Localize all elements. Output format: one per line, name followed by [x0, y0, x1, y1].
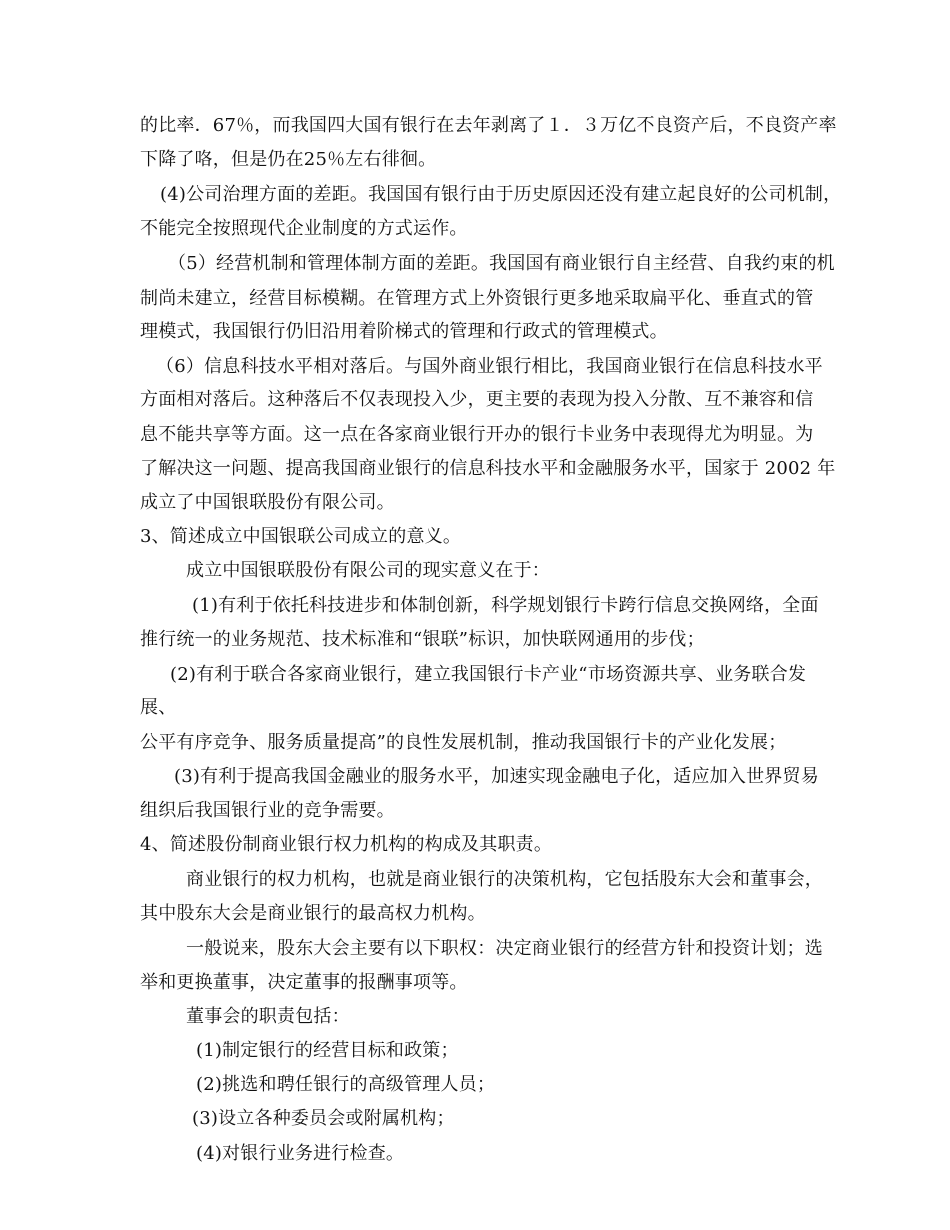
text-line: (2)有利于联合各家商业银行，建立我国银行卡产业“市场资源共享、业务联合发: [170, 664, 807, 685]
list-item: (3)设立各种委员会或附属机构；: [192, 1108, 455, 1129]
text-line: 展、: [140, 697, 177, 718]
text-line: 组织后我国银行业的竞争需要。: [140, 800, 395, 821]
text-line: 推行统一的业务规范、技术标准和“银联”标识，加快联网通用的步伐；: [140, 629, 705, 650]
list-item: (1)制定银行的经营目标和政策；: [196, 1040, 459, 1061]
text-line: 一般说来，股东大会主要有以下职权：决定商业银行的经营方针和投资计划；选: [186, 938, 823, 959]
text-line: 制尚未建立，经营目标模糊。在管理方式上外资银行更多地采取扁平化、垂直式的管: [140, 288, 814, 309]
section-heading: 3、简述成立中国银联公司成立的意义。: [140, 526, 462, 547]
text-line: 方面相对落后。这种落后不仅表现投入少，更主要的表现为投入分散、互不兼容和信: [140, 389, 814, 410]
text-line: 不能完全按照现代企业制度的方式运作。: [140, 218, 468, 239]
text-line: 其中股东大会是商业银行的最高权力机构。: [140, 903, 486, 924]
list-item: (4)对银行业务进行检查。: [196, 1143, 405, 1164]
text-line: (3)有利于提高我国金融业的服务水平，加速实现金融电子化，适应加入世界贸易: [174, 766, 819, 787]
text-line: 的比率．67％，而我国四大国有银行在去年剥离了１．３万亿不良资产后，不良资产率: [140, 115, 837, 136]
text-line: 举和更换董事，决定董事的报酬事项等。: [140, 972, 468, 993]
text-line: （6）信息科技水平相对落后。与国外商业银行相比，我国商业银行在信息科技水平: [156, 356, 823, 377]
text-line: 下降了咯，但是仍在25％左右徘徊。: [140, 149, 437, 170]
text-line: (1)有利于依托科技进步和体制创新，科学规划银行卡跨行信息交换网络，全面: [192, 595, 819, 616]
text-line: （5）经营机制和管理体制方面的差距。我国国有商业银行自主经营、自我约束的机: [168, 253, 835, 274]
text-line: 理模式，我国银行仍旧沿用着阶梯式的管理和行政式的管理模式。: [140, 321, 668, 342]
text-line: 商业银行的权力机构，也就是商业银行的决策机构，它包括股东大会和董事会，: [186, 869, 823, 890]
text-line: 公平有序竞争、服务质量提高”的良性发展机制，推动我国银行卡的产业化发展；: [140, 732, 787, 753]
text-line: 董事会的职责包括：: [186, 1006, 350, 1027]
list-item: (2)挑选和聘任银行的高级管理人员；: [196, 1074, 496, 1095]
text-line: 成立了中国银联股份有限公司。: [140, 492, 395, 513]
text-line: 了解决这一问题、提高我国商业银行的信息科技水平和金融服务水平，国家于 2002 年: [140, 458, 836, 479]
section-heading: 4、简述股份制商业银行权力机构的构成及其职责。: [140, 834, 553, 855]
text-line: 成立中国银联股份有限公司的现实意义在于：: [186, 560, 550, 581]
text-line: 息不能共享等方面。这一点在各家商业银行开办的银行卡业务中表现得尤为明显。为: [140, 424, 814, 445]
text-line: (4)公司治理方面的差距。我国国有银行由于历史原因还没有建立起良好的公司机制，: [160, 184, 842, 205]
